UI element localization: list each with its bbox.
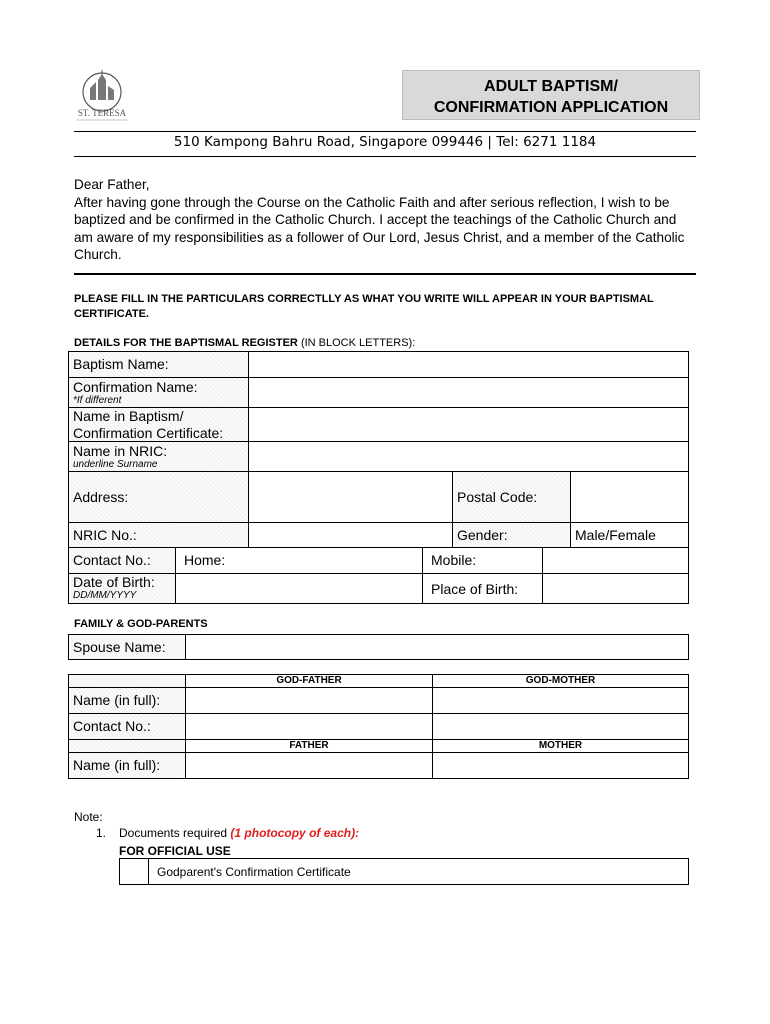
church-logo — [70, 66, 134, 130]
gender-label: Gender: — [452, 522, 571, 548]
cert-name-field[interactable] — [248, 407, 689, 442]
letter-body: After having gone through the Course on the Catholic Faith and after serious reflection, I wish to be baptized and be confirmed in the Catholic Church. I accept the teachings of the Catholic Church and am aware of my responsibilities as a follower of Our Lord, Jesus Christ, and a member of the Catholic Church. — [74, 194, 685, 262]
thick-divider — [74, 273, 696, 275]
confirmation-name-field[interactable] — [248, 377, 689, 408]
mother-header-label: MOTHER — [538, 740, 583, 751]
divider — [74, 131, 696, 132]
father-header-label: FATHER — [289, 740, 329, 751]
godmother-name-field[interactable] — [432, 687, 689, 714]
blank-header-cell — [68, 739, 186, 753]
godmother-header-label: GOD-MOTHER — [525, 675, 596, 686]
godparent-contact-label: Contact No.: — [68, 713, 186, 740]
mobile-field[interactable] — [542, 547, 689, 574]
family-heading: FAMILY & GOD-PARENTS — [74, 618, 208, 630]
document-checkbox[interactable] — [119, 858, 149, 885]
place-of-birth-label: Place of Birth: — [422, 573, 543, 604]
official-use-heading: FOR OFFICIAL USE — [119, 844, 231, 858]
godfather-name-field[interactable] — [185, 687, 433, 714]
dob-label: Date of Birth: DD/MM/YYYY — [68, 573, 176, 604]
godmother-contact-field[interactable] — [432, 713, 689, 740]
svg-text:ST. TERESA: ST. TERESA — [77, 108, 127, 118]
salutation: Dear Father, — [74, 177, 150, 192]
note-label: Note: — [74, 810, 103, 824]
place-of-birth-field[interactable] — [542, 573, 689, 604]
instruction: PLEASE FILL IN THE PARTICULARS CORRECTLLY AS WHAT YOU WRITE WILL APPEAR IN YOUR BAPTISMAL CERTIFICATE. — [74, 293, 654, 320]
godfather-contact-field[interactable] — [185, 713, 433, 740]
divider — [74, 156, 696, 157]
spouse-name-label: Spouse Name: — [68, 634, 186, 660]
nric-no-label: NRIC No.: — [68, 522, 249, 548]
postal-code-label: Postal Code: — [452, 471, 571, 523]
dob-field[interactable] — [175, 573, 423, 604]
mother-name-field[interactable] — [432, 752, 689, 779]
father-name-field[interactable] — [185, 752, 433, 779]
godparent-name-label: Name (in full): — [68, 687, 186, 714]
nric-name-field[interactable] — [248, 441, 689, 472]
note-item-number: 1. — [96, 826, 107, 840]
address-field[interactable] — [248, 471, 453, 523]
gender-field[interactable]: Male/Female — [570, 522, 689, 548]
address-label: Address: — [68, 471, 249, 523]
godfather-header-label: GOD-FATHER — [276, 675, 342, 686]
letter — [74, 176, 696, 264]
church-address: 510 Kampong Bahru Road, Singapore 099446 | Tel: 6271 1184 — [173, 134, 597, 150]
spouse-name-field[interactable] — [185, 634, 689, 660]
home-phone-field[interactable]: Home: — [175, 547, 423, 574]
confirmation-name-label: Confirmation Name: *If different — [68, 377, 249, 408]
blank-header-cell — [68, 674, 186, 688]
nric-no-field[interactable] — [248, 522, 453, 548]
documents-required: Documents required (1 photocopy of each): — [119, 826, 360, 840]
register-heading: DETAILS FOR THE BAPTISMAL REGISTER (IN BLOCK LETTERS): — [74, 337, 416, 349]
parent-name-label: Name (in full): — [68, 752, 186, 779]
document-item: Godparent's Confirmation Certificate — [148, 858, 689, 885]
contact-no-label: Contact No.: — [68, 547, 176, 574]
cert-name-label: Name in Baptism/ Confirmation Certificate: — [68, 407, 249, 442]
nric-name-label: Name in NRIC: underline Surname — [68, 441, 249, 472]
postal-code-field[interactable] — [570, 471, 689, 523]
baptism-name-label: Baptism Name: — [68, 351, 249, 378]
form-title: ADULT BAPTISM/ CONFIRMATION APPLICATION — [402, 70, 700, 120]
baptism-name-field[interactable] — [248, 351, 689, 378]
mobile-label: Mobile: — [422, 547, 543, 574]
